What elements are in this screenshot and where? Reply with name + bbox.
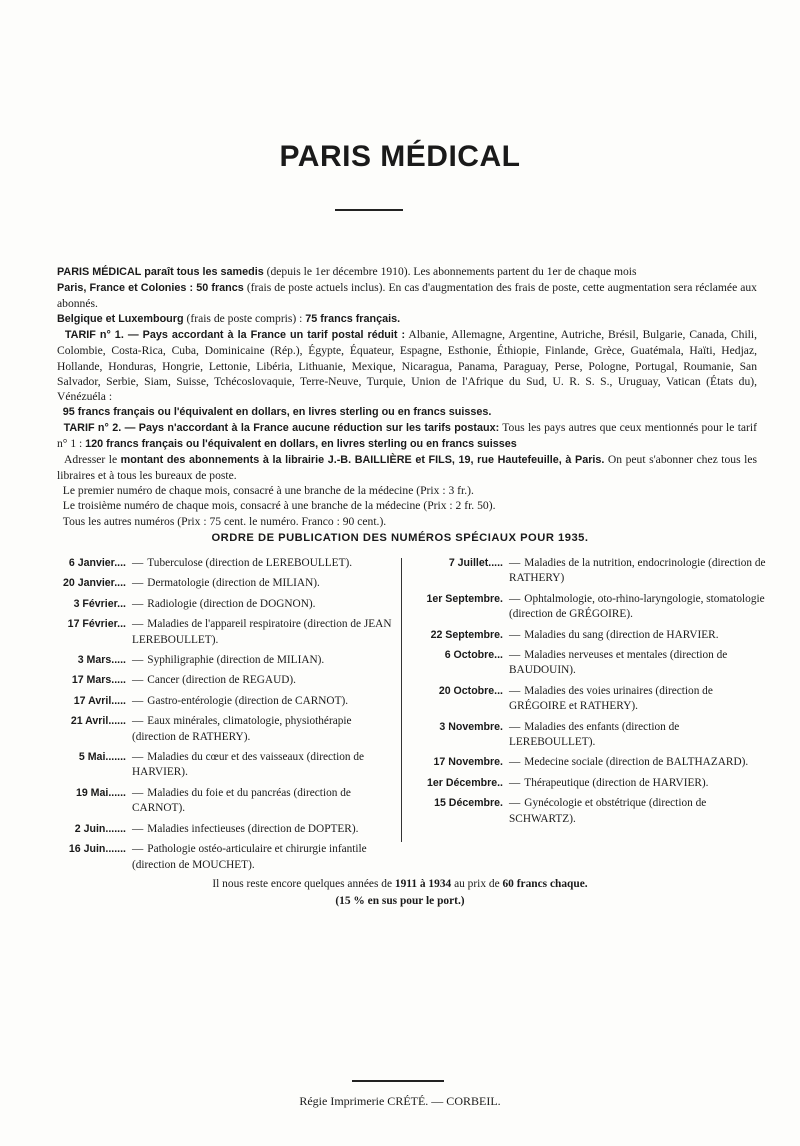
schedule-topic-text: Maladies du sang (direction de HARVIER.	[524, 628, 719, 641]
schedule-date-text: 3 Février	[73, 597, 118, 610]
schedule-date	[30, 714, 130, 745]
back-issues-note	[0, 876, 800, 910]
schedule-entry	[30, 673, 394, 688]
schedule-dots: ...	[494, 649, 503, 662]
schedule-right-column	[407, 556, 767, 832]
schedule-date-text: 15 Décembre	[434, 797, 501, 810]
schedule-topic	[130, 786, 394, 817]
schedule-entry	[30, 822, 394, 837]
schedule-entry	[407, 648, 767, 679]
schedule-entry	[30, 653, 394, 668]
schedule-entry	[407, 720, 767, 751]
schedule-date	[30, 694, 130, 709]
schedule-topic-text: Gynécologie et obstétrique (direction de SCHWARTZ).	[509, 797, 707, 825]
schedule-date-text: 5 Mai	[78, 751, 106, 764]
schedule-entry	[30, 714, 394, 745]
schedule-topic	[130, 576, 394, 591]
schedule-entry	[30, 786, 394, 817]
schedule-dots: ...	[117, 597, 126, 610]
schedule-date	[407, 684, 507, 715]
schedule-dots: ....	[114, 557, 126, 569]
address-paragraph: Adresser le montant des abonnements à la librairie J.-B. BAILLIÈRE et FILS, 19, rue Hautefeuille, à Paris. On peut s'abonner chez tous les libraires et à tous les bureaux de poste.	[57, 453, 757, 483]
schedule-topic-text: Pathologie ostéo-articulaire et chirurgie infantile (direction de MOUCHET).	[132, 843, 367, 871]
schedule-date-text: 20 Janvier	[62, 577, 115, 590]
schedule-dots: .....	[111, 674, 126, 687]
schedule-date	[407, 776, 507, 791]
price-other-issues: Tous les autres numéros (Prix : 75 cent. le numéro. Franco : 90 cent.).	[62, 514, 387, 528]
intro-paragraph-3: Belgique et Luxembourg (frais de poste compris) : 75 francs français.	[57, 312, 401, 326]
schedule-date	[407, 592, 507, 623]
tariff-1-paragraph: TARIF n° 1. — Pays accordant à la France un tarif postal réduit : Albanie, Allemagne, Argentine, Autriche, Brésil, Bulgarie, Canada, Chili, Colombie, Costa-Rica, Cuba, Dominicaine (Rép.), Égypte, Équateur, Espagne, Esthonie, Éthiopie, Finlande, Grèce, Guatémala, Haïti, Hedjaz, Hollande, Honduras, Hongrie, Lettonie, Libéria, Lithuanie, Mexique, Nicaragua, Panama, Paraguay, Perse, Pologne, Portugal, Roumanie, San Salvador, Serbie, Siam, Suisse, Tchécoslovaquie, Terre-Neuve, Turquie, Union de l'Afrique du Sud, U. R. S. S., Uruguay, Vatican (États du), Vénézuéla :	[57, 328, 757, 403]
schedule-entry	[30, 597, 394, 612]
schedule-date	[407, 628, 507, 643]
schedule-topic-text: Radiologie (direction de DOGNON).	[147, 597, 316, 610]
schedule-topic	[130, 822, 394, 837]
schedule-topic	[130, 556, 394, 571]
schedule-date	[30, 653, 130, 668]
schedule-dots: .	[500, 628, 503, 641]
schedule-date-text: 22 Septembre	[430, 628, 501, 641]
schedule-dots: .......	[105, 751, 126, 764]
schedule-topic-text: Maladies du foie et du pancréas (direction de CARNOT).	[132, 786, 351, 815]
dash-separator: —	[132, 557, 144, 569]
price-first-issue: Le premier numéro de chaque mois, consacré à une branche de la médecine (Prix : 3 fr.).	[62, 484, 474, 498]
schedule-topic-text: Tuberculose (direction de LEREBOULLET).	[147, 557, 353, 569]
schedule-entry	[407, 776, 767, 791]
schedule-topic	[507, 796, 767, 827]
schedule-entry	[30, 576, 394, 591]
schedule-topic-text: Maladies du cœur et des vaisseaux (direction de HARVIER).	[132, 751, 365, 779]
tariff-2-paragraph: TARIF n° 2. — Pays n'accordant à la France aucune réduction sur les tarifs postaux: Tous les pays autres que ceux mentionnés pour le tarif n° 1 : 120 francs français ou l'équivalent en dollars, en livres sterling ou en francs suisses	[57, 420, 758, 451]
schedule-topic-text: Dermatologie (direction de MILIAN).	[147, 577, 320, 590]
footer-divider	[352, 1080, 444, 1082]
schedule-topic	[130, 842, 394, 873]
dash-separator: —	[509, 776, 521, 789]
intro-paragraph-2: Paris, France et Colonies : 50 francs (frais de poste actuels inclus). En cas d'augmentation des frais de poste, cette augmentation sera réclamée aux abonnés.	[57, 281, 757, 311]
schedule-topic	[507, 684, 767, 715]
schedule-topic	[130, 750, 394, 781]
dash-separator: —	[509, 720, 521, 733]
dash-separator: —	[132, 618, 144, 631]
title-divider	[335, 209, 403, 211]
schedule-entry	[407, 628, 767, 643]
subscription-info	[57, 264, 757, 529]
dash-separator: —	[132, 822, 144, 835]
schedule-dots: .....	[111, 694, 126, 707]
price-third-issue: Le troisième numéro de chaque mois, consacré à une branche de la médecine (Prix : 2 fr. 50).	[62, 499, 496, 513]
schedule-date	[30, 750, 130, 781]
schedule-dots: .....	[488, 557, 503, 569]
schedule-date-text: 17 Novembre	[433, 756, 501, 769]
schedule-date	[407, 720, 507, 751]
schedule-date-text: 20 Octobre	[438, 684, 495, 697]
schedule-date-text: 1er Décembre	[427, 776, 498, 789]
schedule-heading: ORDRE DE PUBLICATION DES NUMÉROS SPÉCIAUX POUR 1935.	[211, 532, 589, 544]
dash-separator: —	[509, 684, 521, 697]
schedule-date	[30, 842, 130, 873]
intro-paragraph-1: PARIS MÉDICAL paraît tous les samedis (depuis le 1er décembre 1910). Les abonnements partent du 1er de chaque mois	[57, 265, 637, 278]
schedule-topic	[507, 556, 767, 587]
schedule-dots: .	[500, 756, 503, 769]
schedule-date-text: 2 Juin	[74, 822, 106, 835]
dash-separator: —	[132, 715, 144, 728]
schedule-topic-text: Cancer (direction de REGAUD).	[147, 674, 296, 687]
schedule-entry	[30, 617, 394, 648]
dash-separator: —	[132, 694, 144, 707]
schedule-dots: ......	[108, 786, 126, 799]
schedule-topic	[130, 694, 394, 709]
dash-separator: —	[132, 843, 144, 856]
schedule-topic	[507, 592, 767, 623]
schedule-topic-text: Maladies nerveuses et mentales (direction de BAUDOUIN).	[509, 649, 728, 677]
schedule-date	[30, 617, 130, 648]
schedule-dots: ...	[494, 684, 503, 697]
schedule-date-text: 17 Février	[67, 618, 118, 631]
schedule-dots: ...	[117, 618, 126, 631]
dash-separator: —	[509, 628, 521, 641]
schedule-date-text: 21 Avril	[70, 715, 109, 728]
schedule-topic-text: Maladies de la nutrition, endocrinologie (direction de RATHERY)	[509, 557, 766, 585]
schedule-topic-text: Syphiligraphie (direction de MILIAN).	[147, 654, 325, 667]
schedule-date-text: 7 Juillet	[448, 557, 489, 569]
schedule-topic	[130, 597, 394, 612]
schedule-topic	[507, 776, 767, 791]
schedule-dots: .	[500, 720, 503, 733]
schedule-topic	[130, 673, 394, 688]
schedule-dots: .	[500, 797, 503, 810]
schedule-entry	[407, 755, 767, 770]
dash-separator: —	[132, 751, 144, 764]
page-title: PARIS MÉDICAL	[279, 140, 521, 173]
schedule-entry	[30, 842, 394, 873]
schedule-dots: .	[500, 592, 503, 605]
schedule-date-text: 16 Juin	[68, 843, 106, 856]
schedule-date-text: 1er Septembre	[426, 592, 501, 605]
schedule-topic-text: Maladies des voies urinaires (direction de GRÉGOIRE et RATHERY).	[509, 684, 713, 713]
dash-separator: —	[509, 592, 521, 605]
schedule-date-text: 6 Janvier	[68, 557, 115, 569]
dash-separator: —	[132, 597, 144, 610]
column-divider	[401, 558, 402, 842]
schedule-date	[407, 648, 507, 679]
schedule-date-text: 17 Avril	[73, 694, 112, 707]
schedule-dots: .......	[105, 843, 126, 856]
schedule-topic-text: Maladies infectieuses (direction de DOPTER).	[147, 822, 359, 835]
journal-name: PARIS MÉDICAL	[57, 266, 142, 278]
dash-separator: —	[509, 649, 521, 662]
schedule-topic-text: Ophtalmologie, oto-rhino-laryngologie, stomatologie (direction de GRÉGOIRE).	[509, 592, 765, 621]
schedule-date	[30, 576, 130, 591]
schedule-entry	[30, 750, 394, 781]
schedule-date-text: 17 Mars	[71, 674, 112, 687]
schedule-topic	[507, 720, 767, 751]
back-issues-line-1: Il nous reste encore quelques années de 1911 à 1934 au prix de 60 francs chaque.	[212, 878, 588, 890]
schedule-date	[30, 786, 130, 817]
schedule-topic-text: Eaux minérales, climatologie, physiothérapie (direction de RATHERY).	[132, 715, 352, 743]
dash-separator: —	[509, 797, 521, 810]
schedule-date	[30, 673, 130, 688]
printer-credit: Régie Imprimerie CRÉTÉ. — CORBEIL.	[299, 1094, 501, 1108]
schedule-date-text: 19 Mai	[75, 786, 109, 799]
schedule-dots: .......	[105, 822, 126, 835]
schedule-date	[407, 755, 507, 770]
schedule-topic-text: Gastro-entérologie (direction de CARNOT).	[147, 694, 349, 707]
dash-separator: —	[509, 557, 521, 569]
dash-separator: —	[132, 786, 144, 799]
schedule-entry	[407, 796, 767, 827]
schedule-entry	[30, 694, 394, 709]
schedule-entry	[30, 556, 394, 571]
schedule-entry	[407, 556, 767, 587]
schedule-topic-text: Maladies des enfants (direction de LEREBOULLET).	[509, 720, 680, 749]
schedule-topic	[130, 714, 394, 745]
schedule-date-text: 6 Octobre	[444, 649, 495, 662]
tariff-1-price: 95 francs français ou l'équivalent en dollars, en livres sterling ou en francs suisses.	[62, 405, 492, 418]
schedule-date	[407, 556, 507, 587]
schedule-dots: ..	[497, 776, 503, 789]
schedule-topic	[130, 653, 394, 668]
schedule-date	[407, 796, 507, 827]
schedule-date	[30, 556, 130, 571]
schedule-topic-text: Medecine sociale (direction de BALTHAZARD).	[524, 756, 749, 769]
dash-separator: —	[132, 674, 144, 687]
schedule-left-column	[30, 556, 394, 878]
dash-separator: —	[132, 654, 144, 667]
schedule-date	[30, 597, 130, 612]
schedule-dots: ......	[108, 715, 126, 728]
back-issues-line-2: (15 % en sus pour le port.)	[335, 895, 465, 907]
schedule-topic	[507, 628, 767, 643]
schedule-date-text: 3 Mars	[77, 654, 112, 667]
dash-separator: —	[509, 756, 521, 769]
schedule-dots: .....	[111, 654, 126, 667]
schedule-topic	[507, 648, 767, 679]
schedule-topic	[130, 617, 394, 648]
schedule-dots: ....	[114, 577, 126, 590]
schedule-entry	[407, 592, 767, 623]
schedule-topic-text: Maladies de l'appareil respiratoire (direction de JEAN LEREBOULLET).	[132, 618, 392, 646]
dash-separator: —	[132, 577, 144, 590]
schedule-date-text: 3 Novembre	[439, 720, 501, 733]
schedule-topic	[507, 755, 767, 770]
schedule-entry	[407, 684, 767, 715]
schedule-date	[30, 822, 130, 837]
schedule-topic-text: Thérapeutique (direction de HARVIER).	[524, 776, 709, 789]
